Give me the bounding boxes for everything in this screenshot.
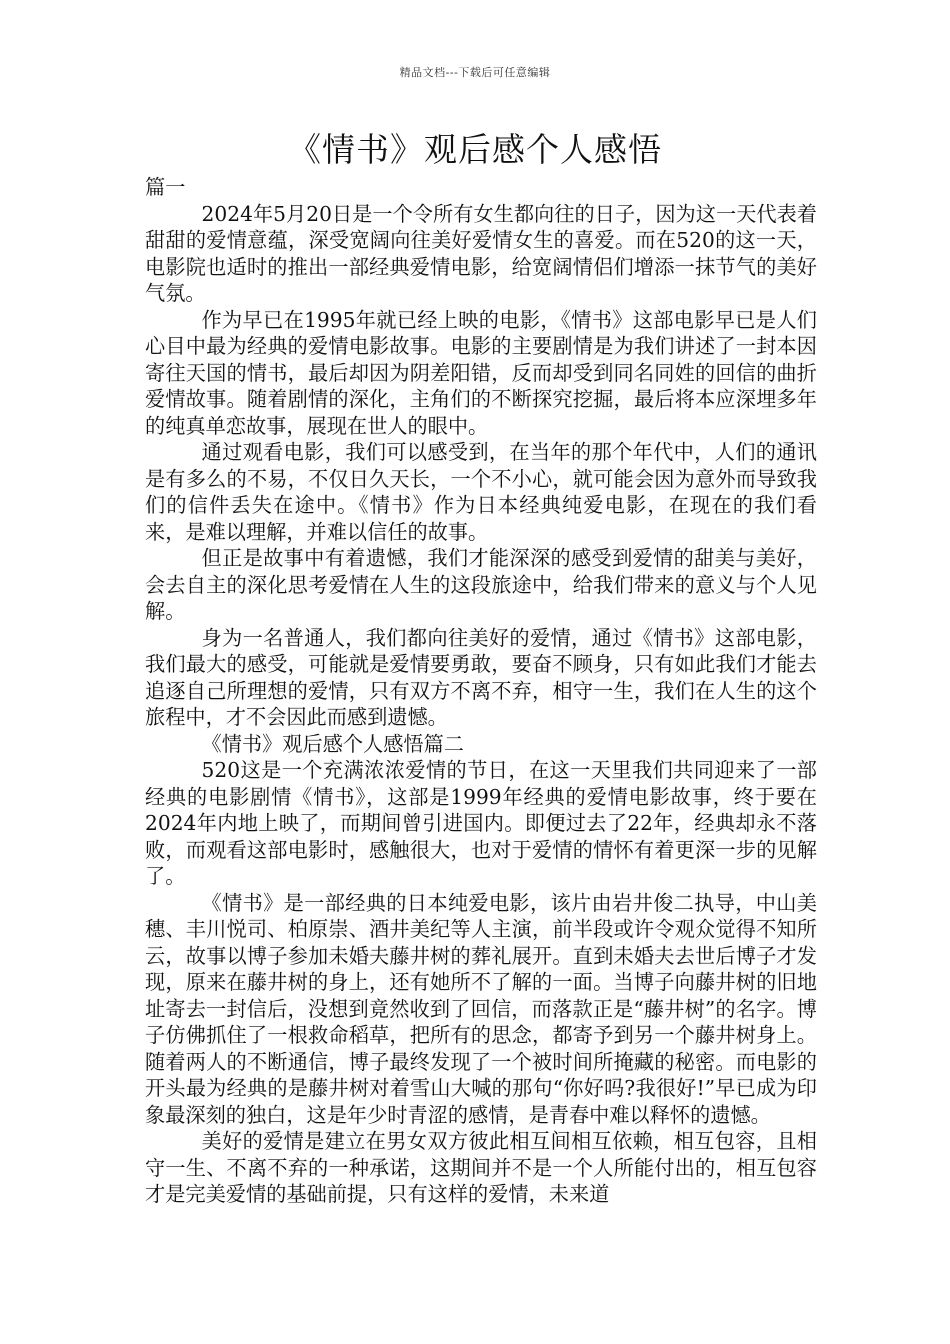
paragraph: 作为早已在1995年就已经上映的电影，《情书》这部电影早已是人们心目中最为经典的爱情电影故事。电影的主要剧情是为我们讲述了一封本因寄往天国的情书，最后却因为阴差阳错，反而却受到同名同姓的回信的曲折爱情故事。随着剧情的深化，主角们的不断探究挖掘，最后将本应深埋多年的纯真单恋故事，展现在世人的眼中。 xyxy=(145,307,817,438)
paragraph: 通过观看电影，我们可以感受到，在当年的那个年代中，人们的通讯是有多么的不易，不仅日久天长，一个不小心，就可能会因为意外而导致我们的信件丢失在途中。《情书》作为日本经典纯爱电影，在现在的我们看来，是难以理解，并难以信任的故事。 xyxy=(145,440,817,544)
document-body xyxy=(145,174,817,1208)
paragraph: 身为一名普通人，我们都向往美好的爱情，通过《情书》这部电影，我们最大的感受，可能就是爱情要勇敢，要奋不顾身，只有如此我们才能去追逐自己所理想的爱情，只有双方不离不弃，相守一生，我们在人生的这个旅程中，才不会因此而感到遗憾。 xyxy=(145,625,817,729)
document-title: 《情书》观后感个人感悟 xyxy=(288,130,662,169)
paragraph: 但正是故事中有着遗憾，我们才能深深的感受到爱情的甜美与美好，会去自主的深化思考爱情在人生的这段旅途中，给我们带来的意义与个人见解。 xyxy=(145,546,817,623)
section-heading-2: 《情书》观后感个人感悟篇二 xyxy=(201,731,464,756)
section-label-1: 篇一 xyxy=(145,175,186,199)
paragraph: 美好的爱情是建立在男女双方彼此相互间相互依赖，相互包容，且相守一生、不离不弃的一种承诺，这期间并不是一个人所能付出的，相互包容才是完美爱情的基础前提，只有这样的爱情，未来道 xyxy=(145,1129,817,1206)
paragraph: 2024年5月20日是一个令所有女生都向往的日子，因为这一天代表着甜甜的爱情意蕴，深受宽阔向往美好爱情女生的喜爱。而在520的这一天，电影院也适时的推出一部经典爱情电影，给宽阔情侣们增添一抹节气的美好气氛。 xyxy=(145,201,817,305)
paragraph: 520这是一个充满浓浓爱情的节日，在这一天里我们共同迎来了一部经典的电影剧情《情书》，这部是1999年经典的爱情电影故事，终于要在2024年内地上映了，而期间曾引进国内。即便过去了22年，经典却永不落败，而观看这部电影时，感触很大，也对于爱情的情怀有着更深一步的见解了。 xyxy=(145,758,817,888)
header-note: 精品文档---下载后可任意编辑 xyxy=(399,66,551,79)
paragraph: 《情书》是一部经典的日本纯爱电影，该片由岩井俊二执导，中山美穗、丰川悦司、柏原崇、酒井美纪等人主演，前半段或许令观众觉得不知所云，故事以博子参加未婚夫藤井树的葬礼展开。直到未婚夫去世后博子才发现，原来在藤井树的身上，还有她所不了解的一面。当博子向藤井树的旧地址寄去一封信后，没想到竟然收到了回信，而落款正是“藤井树”的名字。博子仿佛抓住了一根救命稻草，把所有的思念，都寄予到另一个藤井树身上。随着两人的不断通信，博子最终发现了一个被时间所掩藏的秘密。而电影的开头最为经典的是藤井树对着雪山大喊的那句“你好吗?我很好!”早已成为印象最深刻的独白，这是年少时青涩的感情，是青春中难以释怀的遗憾。 xyxy=(145,890,817,1127)
